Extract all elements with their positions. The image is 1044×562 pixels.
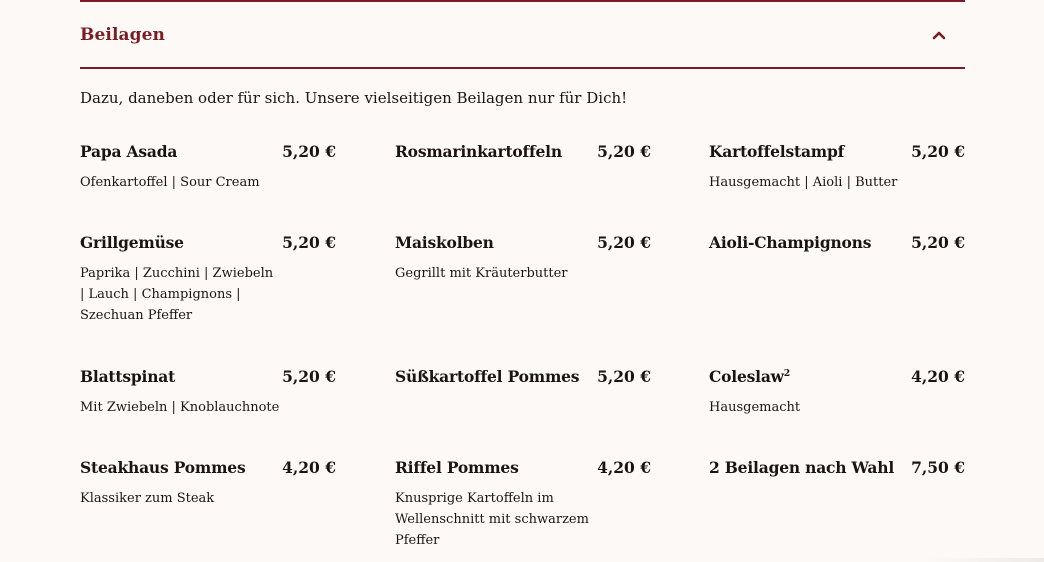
item-price: 4,20 €: [597, 458, 651, 477]
item-description: Klassiker zum Steak: [80, 491, 215, 506]
corner-shadow: [924, 558, 1044, 562]
item-name-text: Coleslaw: [709, 367, 784, 386]
item-name: Grillgemüse: [80, 233, 184, 252]
menu-item-grillgemuese: [80, 233, 336, 326]
item-name: [709, 367, 790, 386]
menu-item-papa-asada: [80, 142, 336, 193]
menu-item-aioli-champignons: [709, 233, 965, 263]
item-price: 5,20 €: [911, 142, 965, 161]
item-name: Blattspinat: [80, 367, 176, 386]
item-name: Rosmarinkartoffeln: [395, 142, 562, 161]
item-price: 5,20 €: [597, 233, 651, 252]
item-price: 5,20 €: [597, 142, 651, 161]
footnote-marker: 2: [783, 368, 790, 379]
item-description: Mit Zwiebeln | Knoblauchnote: [80, 400, 280, 415]
menu-item-blattspinat: [80, 367, 336, 418]
item-description: Paprika | Zucchini | Zwiebeln | Lauch | Champignons | Szechuan Pfeffer: [80, 266, 274, 323]
item-price: 5,20 €: [282, 142, 336, 161]
item-description: Knusprige Kartoffeln im Wellenschnitt mit schwarzem Pfeffer: [395, 491, 589, 548]
item-name: Riffel Pommes: [395, 458, 519, 477]
accordion-header-beilagen[interactable]: [80, 2, 965, 69]
menu-item-suesskartoffel-pommes: [395, 367, 651, 397]
menu-item-maiskolben: [395, 233, 651, 284]
menu-item-coleslaw: [709, 367, 965, 418]
menu-item-rosmarinkartoffeln: [395, 142, 651, 172]
item-name: Kartoffelstampf: [709, 142, 845, 161]
item-description: Hausgemacht: [709, 400, 801, 415]
item-price: 5,20 €: [282, 367, 336, 386]
item-price: 7,50 €: [911, 458, 965, 477]
item-name: Steakhaus Pommes: [80, 458, 246, 477]
section-title: Beilagen: [80, 24, 165, 45]
menu-item-2-beilagen-nach-wahl: [709, 458, 965, 488]
item-price: 5,20 €: [911, 233, 965, 252]
item-name: 2 Beilagen nach Wahl: [709, 458, 895, 477]
item-description: Hausgemacht | Aioli | Butter: [709, 175, 898, 190]
item-price: 4,20 €: [911, 367, 965, 386]
item-name: Süßkartoffel Pommes: [395, 367, 580, 386]
menu-item-kartoffelstampf: [709, 142, 965, 193]
chevron-up-icon-svg: [932, 30, 946, 40]
menu-item-riffel-pommes: [395, 458, 651, 551]
section-intro: Dazu, daneben oder für sich. Unsere vielseitigen Beilagen nur für Dich!: [80, 89, 628, 107]
item-name: Maiskolben: [395, 233, 494, 252]
item-name: Papa Asada: [80, 142, 178, 161]
item-description: Gegrillt mit Kräuterbutter: [395, 266, 568, 281]
item-price: 5,20 €: [282, 233, 336, 252]
item-name: Aioli-Champignons: [709, 233, 872, 252]
chevron-up-icon[interactable]: [927, 23, 951, 47]
item-price: 5,20 €: [597, 367, 651, 386]
item-description: Ofenkartoffel | Sour Cream: [80, 175, 260, 190]
item-price: 4,20 €: [282, 458, 336, 477]
menu-item-steakhaus-pommes: [80, 458, 336, 509]
